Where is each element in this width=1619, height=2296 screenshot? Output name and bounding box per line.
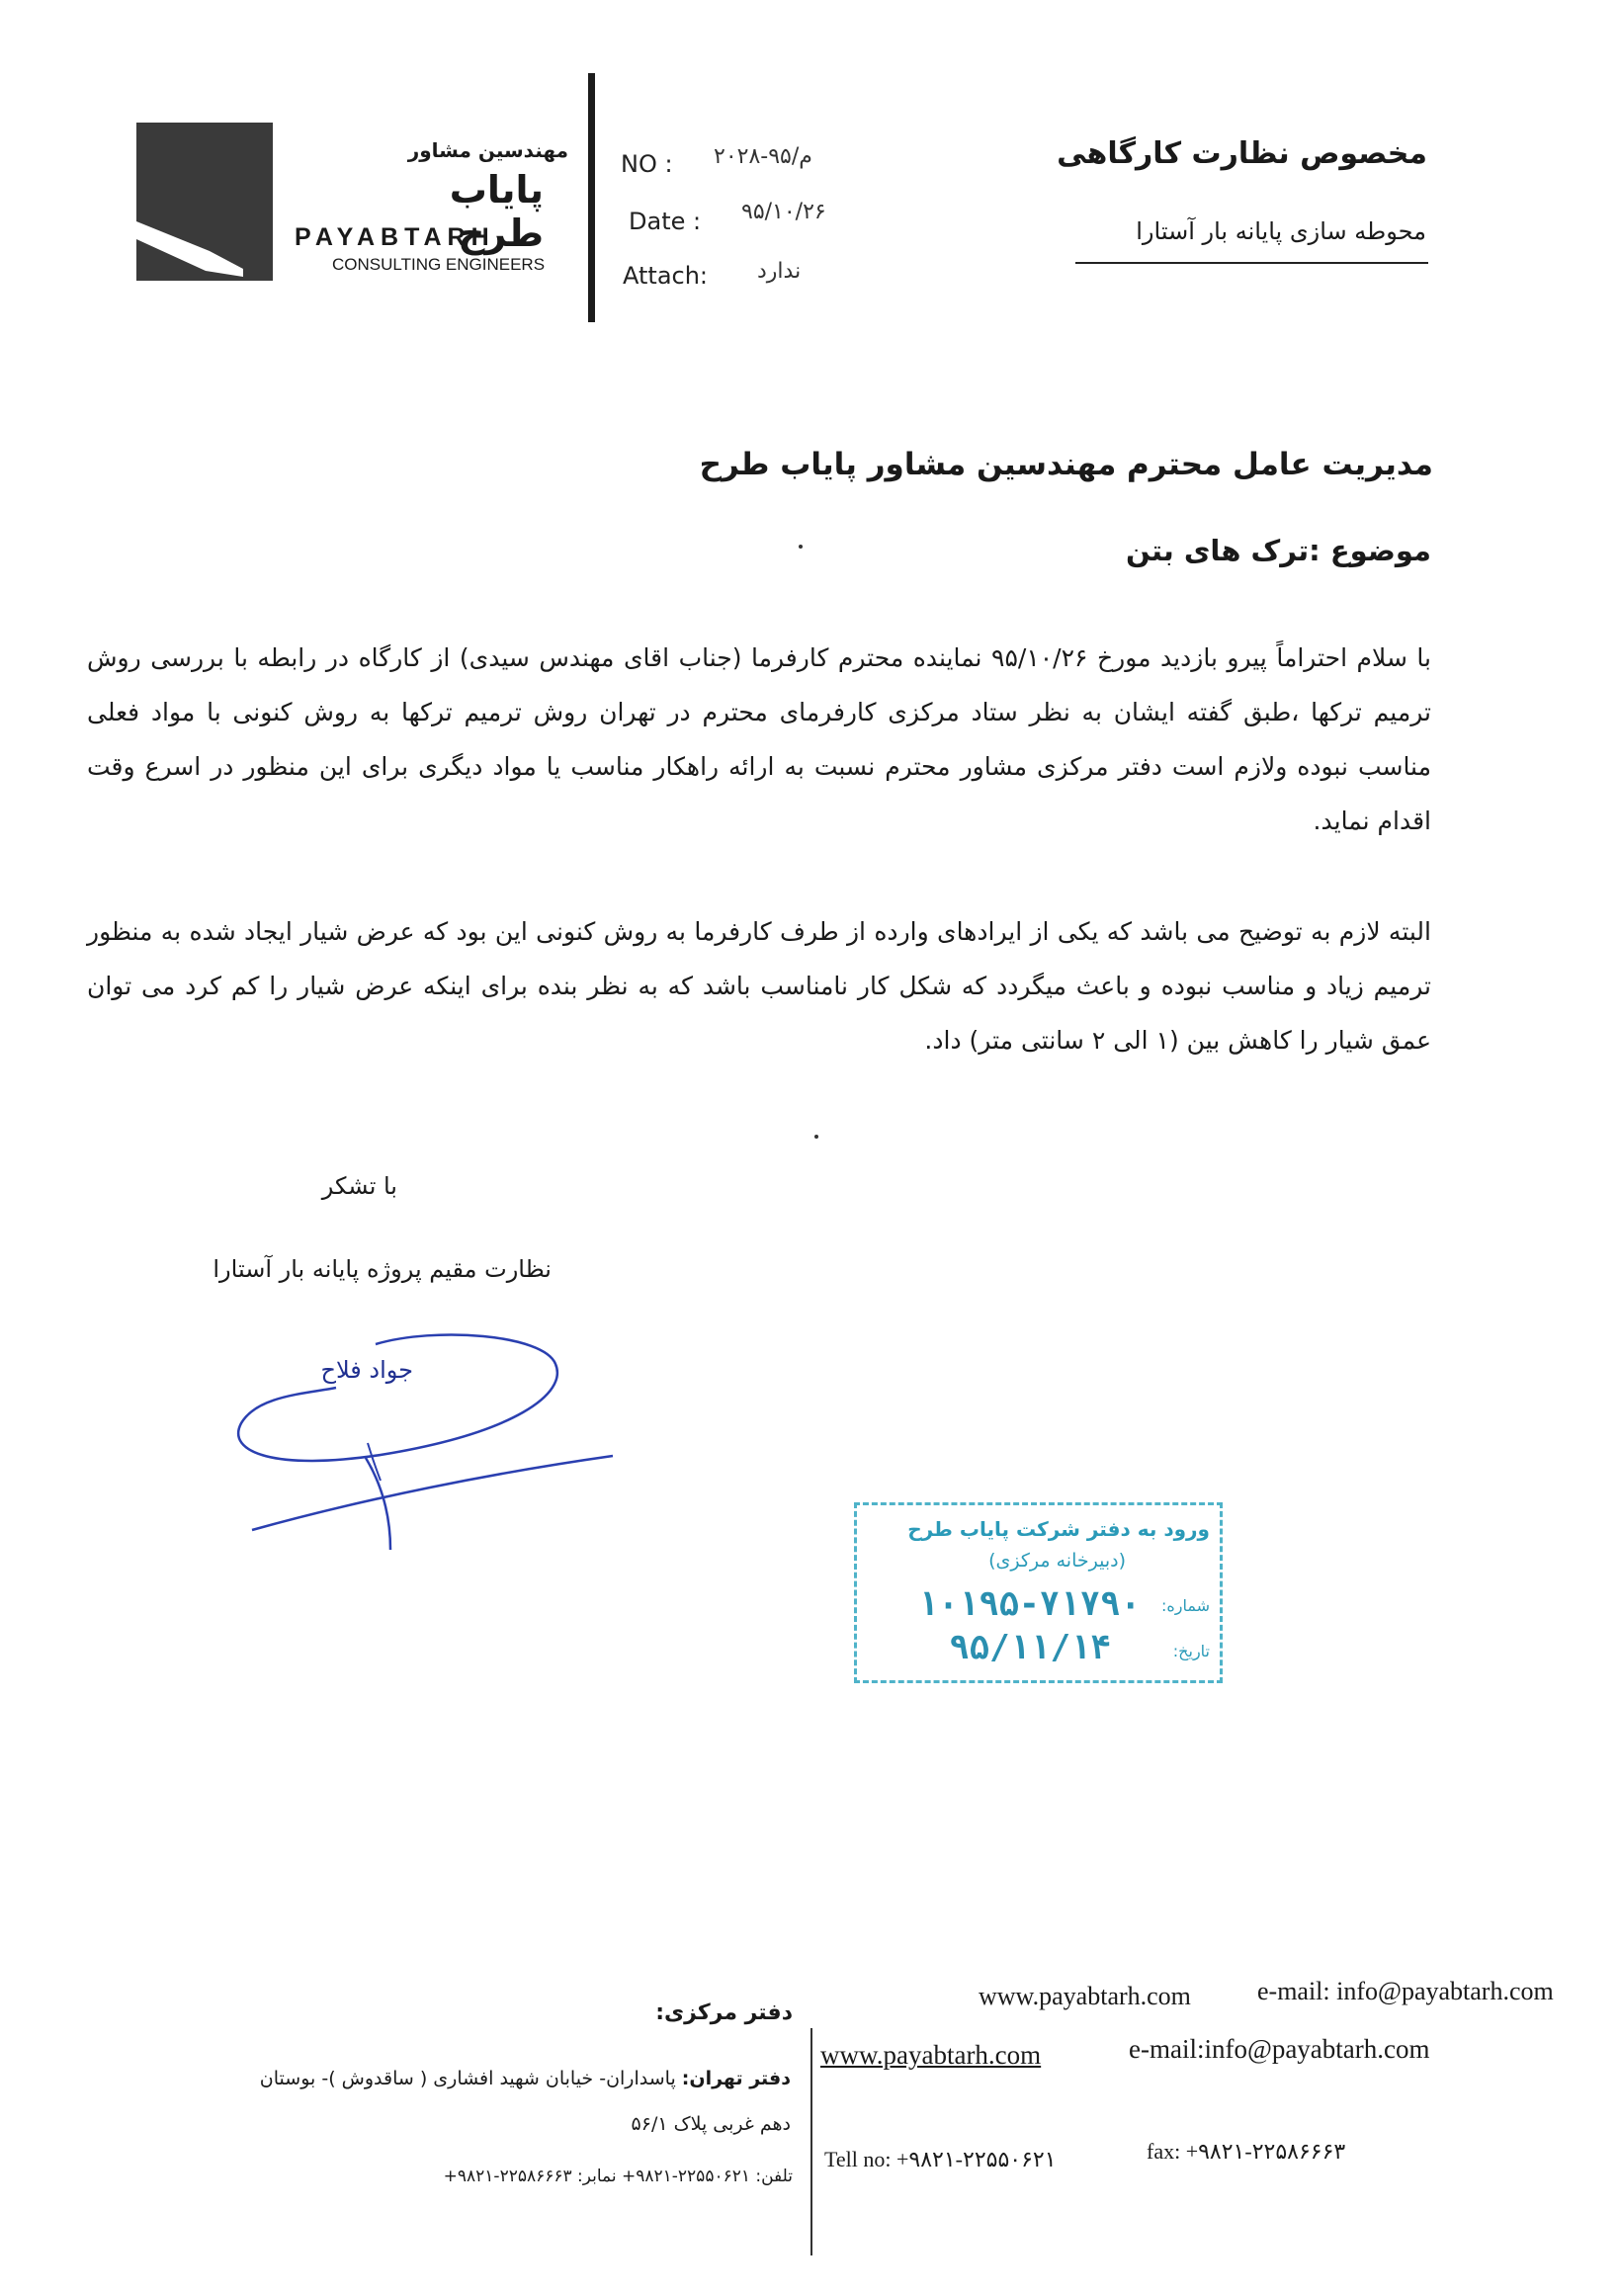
body-paragraph-2: البته لازم به توضیح می باشد که یکی از ایرادهای وارده از طرف کارفرما به روش کنونی این بود که عرض شیار ایجاد شده به منظور ترمیم زیاد و مناسب نبوده و باعث میگردد که شکل کار نامناسب باشد که به نظر بنده برای اینکه عرض شیار را کم کرد می توان عمق شیار را کاهش بین (۱ الی ۲ سانتی متر) داد. [87, 917, 1431, 1055]
receipt-stamp [854, 1502, 1223, 1683]
attach-label: Attach: [623, 262, 709, 290]
date-value: ۹۵/۱۰/۲۶ [741, 200, 826, 224]
stamp-title: ورود به دفتر شرکت پایاب طرح [907, 1517, 1210, 1541]
signer-role: نظارت مقیم پروژه پایانه بار آستارا [213, 1255, 552, 1283]
signer-name: جواد فلاح [320, 1356, 413, 1384]
stamp-date-value: ۹۵/۱۱/۱۴ [949, 1628, 1111, 1667]
stamp-date-label: تاریخ: [1172, 1642, 1210, 1660]
no-label: NO : [621, 150, 673, 178]
supervision-title: مخصوص نظارت کارگاهی [1057, 136, 1427, 171]
addressee: مدیریت عامل محترم مهندسین مشاور پایاب طرح [699, 447, 1433, 482]
company-logo [136, 123, 273, 281]
logo-subtitle: CONSULTING ENGINEERS [332, 255, 546, 274]
project-title-underline [1075, 262, 1428, 264]
subject-line: موضوع :ترک های بتن [1125, 534, 1431, 567]
footer-website-top[interactable]: www.payabtarh.com [979, 1982, 1191, 2010]
footer-persian-phones: تلفن: ۲۲۵۵۰۶۲۱-۹۸۲۱+ نمابر: ۲۲۵۸۶۶۶۳-۹۸۲۱+ [443, 2167, 793, 2186]
date-label: Date : [629, 208, 702, 235]
central-office-heading: دفتر مرکزی: [655, 2000, 793, 2025]
project-title: محوطه سازی پایانه بار آستارا [1136, 217, 1426, 245]
logo-persian-name: پایاب طرح [449, 168, 544, 255]
tehran-address-line2: دهم غربی پلاک ۵۶/۱ [631, 2113, 791, 2135]
signature-icon [217, 1324, 633, 1552]
attach-value: ندارد [757, 259, 802, 284]
stray-mark [799, 545, 803, 549]
footer-email[interactable]: e-mail:info@payabtarh.com [1129, 2034, 1430, 2064]
stray-mark [814, 1135, 818, 1139]
footer-fax: fax: +۹۸۲۱-۲۲۵۸۶۶۶۳ [1147, 2139, 1346, 2164]
tehran-address-line1: پاسداران- خیابان شهید افشاری ( ساقدوش )- بوستان [259, 2068, 676, 2089]
tehran-office-label: دفتر تهران: [681, 2068, 791, 2089]
body-paragraph-1: با سلام احتراماً پیرو بازدید مورخ ۹۵/۱۰/۲۶ نماینده محترم کارفرما (جناب اقای مهندس سیدی) از کارگاه در رابطه با بررسی روش ترمیم ترکها ،طبق گفته ایشان به نظر ستاد مرکزی کارفرمای محترم در تهران روش ترمیم ترکها به روش کنونی با مواد فعلی مناسب نبوده ولازم است دفتر مرکزی مشاور محترم نسبت به ارائه راهکار مناسب یا مواد دیگری برای این منظور در اسرع وقت اقدام نماید. [87, 643, 1431, 835]
logo-persian-small: مهندسین مشاور [407, 138, 568, 162]
stamp-number-label: شماره: [1160, 1596, 1210, 1615]
footer-divider [810, 2028, 812, 2255]
closing: با تشکر [321, 1172, 397, 1200]
footer-tel: Tell no: +۹۸۲۱-۲۲۵۵۰۶۲۱ [824, 2147, 1057, 2171]
logo-latin-name: PAYABTARH [295, 223, 495, 251]
logo-mark-icon [136, 123, 273, 281]
stamp-subtitle: (دبیرخانه مرکزی) [988, 1550, 1126, 1572]
header-divider [588, 73, 595, 322]
footer-email-top[interactable]: e-mail: info@payabtarh.com [1257, 1977, 1554, 2005]
tehran-office-address [260, 2068, 791, 2089]
footer-website[interactable]: www.payabtarh.com [820, 2040, 1042, 2070]
no-value: م/۹۵-۲۰۲۸ [714, 144, 812, 169]
stamp-number-value: ۱۰۱۹۵-۷۱۷۹۰ [917, 1584, 1141, 1624]
